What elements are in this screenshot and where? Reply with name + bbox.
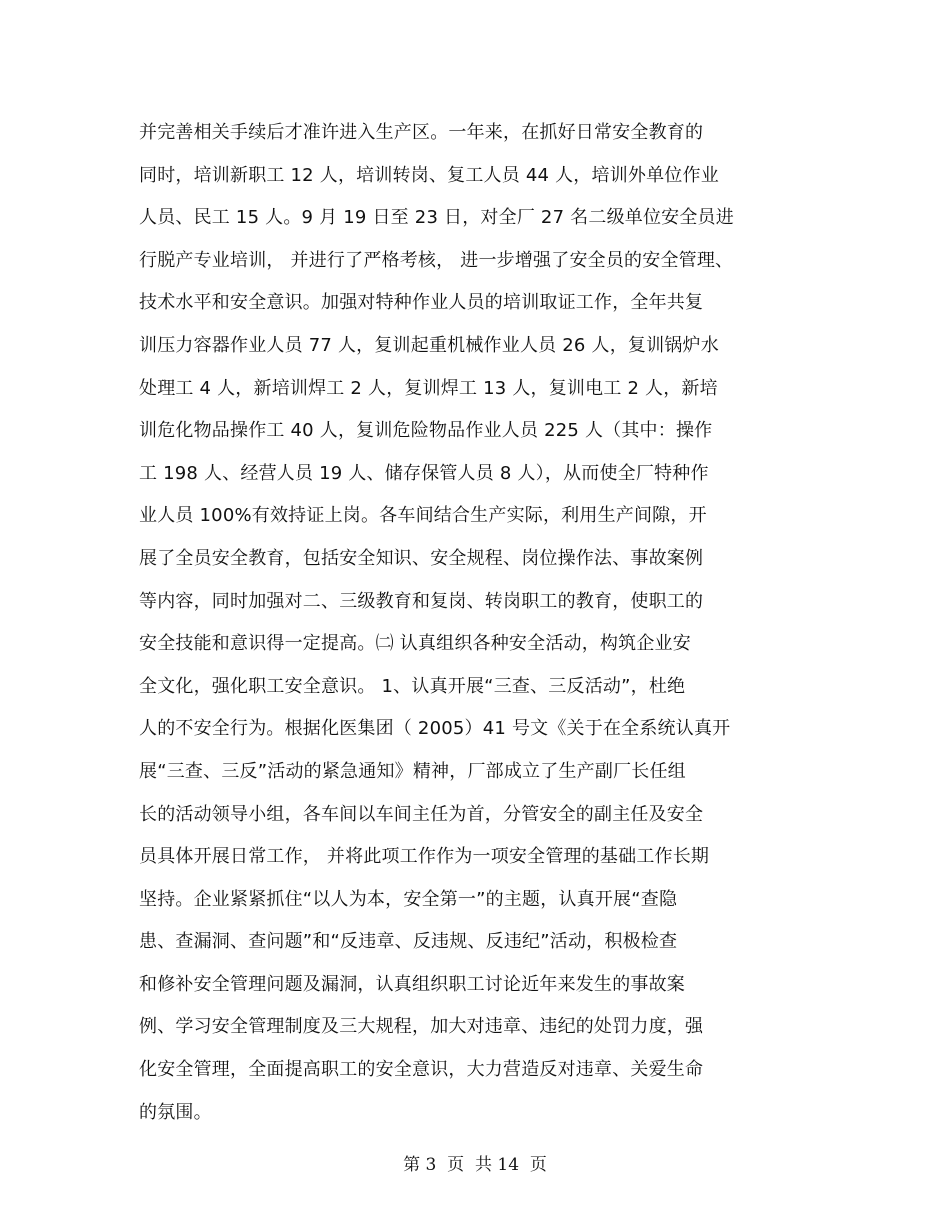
text-line: 展了全员安全教育，包括安全知识、安全规程、岗位操作法、事故案例 <box>139 547 704 569</box>
text-line: 训压力容器作业人员 77 人，复训起重机械作业人员 26 人，复训锅炉水 <box>139 334 719 356</box>
text-line: 等内容，同时加强对二、三级教育和复岗、转岗职工的教育，使职工的 <box>139 590 704 612</box>
text-line: 并完善相关手续后才准许进入生产区。一年来，在抓好日常安全教育的 <box>139 122 704 143</box>
text-line: 展“三查、三反”活动的紧急通知》精神，厂部成立了生产副厂长任组 <box>139 760 686 782</box>
text-line: 长的活动领导小组，各车间以车间主任为首，分管安全的副主任及安全 <box>139 803 704 825</box>
text-line: 训危化物品操作工 40 人，复训危险物品作业人员 225 人（其中：操作 <box>139 420 713 442</box>
text-line: 业人员 100%有效持证上岗。各车间结合生产实际，利用生产间隙，开 <box>139 505 707 527</box>
text-line: 坚持。企业紧紧抓住“以人为本，安全第一”的主题，认真开展“查隐 <box>139 888 678 910</box>
text-line: 同时，培训新职工 12 人，培训转岗、复工人员 44 人，培训外单位作业 <box>139 164 719 186</box>
text-line: 例、学习安全管理制度及三大规程，加大对违章、违纪的处罚力度，强 <box>139 1016 704 1038</box>
text-line: 人的不安全行为。根据化医集团（ 2005）41 号文《关于在全系统认真开 <box>139 718 731 740</box>
text-line: 患、查漏洞、查问题”和“反违章、反违规、反违纪”活动，积极检查 <box>139 931 678 953</box>
page-number-footer: 第 3 页 共 14 页 <box>403 1155 547 1175</box>
text-line: 和修补安全管理问题及漏洞，认真组织职工讨论近年来发生的事故案 <box>139 973 685 995</box>
text-line: 化安全管理，全面提高职工的安全意识，大力营造反对违章、关爱生命 <box>139 1059 704 1081</box>
text-line: 技术水平和安全意识。加强对特种作业人员的培训取证工作，全年共复 <box>139 292 704 314</box>
text-line: 安全技能和意识得一定提高。㈡ 认真组织各种安全活动，构筑企业安 <box>139 633 691 655</box>
text-line: 全文化，强化职工安全意识。 1、认真开展“三查、三反活动”，杜绝 <box>139 675 686 697</box>
body-text <box>139 112 819 1134</box>
text-line: 员具体开展日常工作， 并将此项工作作为一项安全管理的基础工作长期 <box>139 846 710 868</box>
text-line: 处理工 4 人，新培训焊工 2 人，复训焊工 13 人，复训电工 2 人，新培 <box>139 377 718 399</box>
text-line: 工 198 人、经营人员 19 人、储存保管人员 8 人），从而使全厂特种作 <box>139 462 709 484</box>
text-line: 行脱产专业培训， 并进行了严格考核， 进一步增强了安全员的安全管理、 <box>139 249 734 271</box>
text-line: 人员、民工 15 人。9 月 19 日至 23 日，对全厂 27 名二级单位安全员进 <box>139 207 734 229</box>
text-line: 的氛围。 <box>139 1101 212 1123</box>
